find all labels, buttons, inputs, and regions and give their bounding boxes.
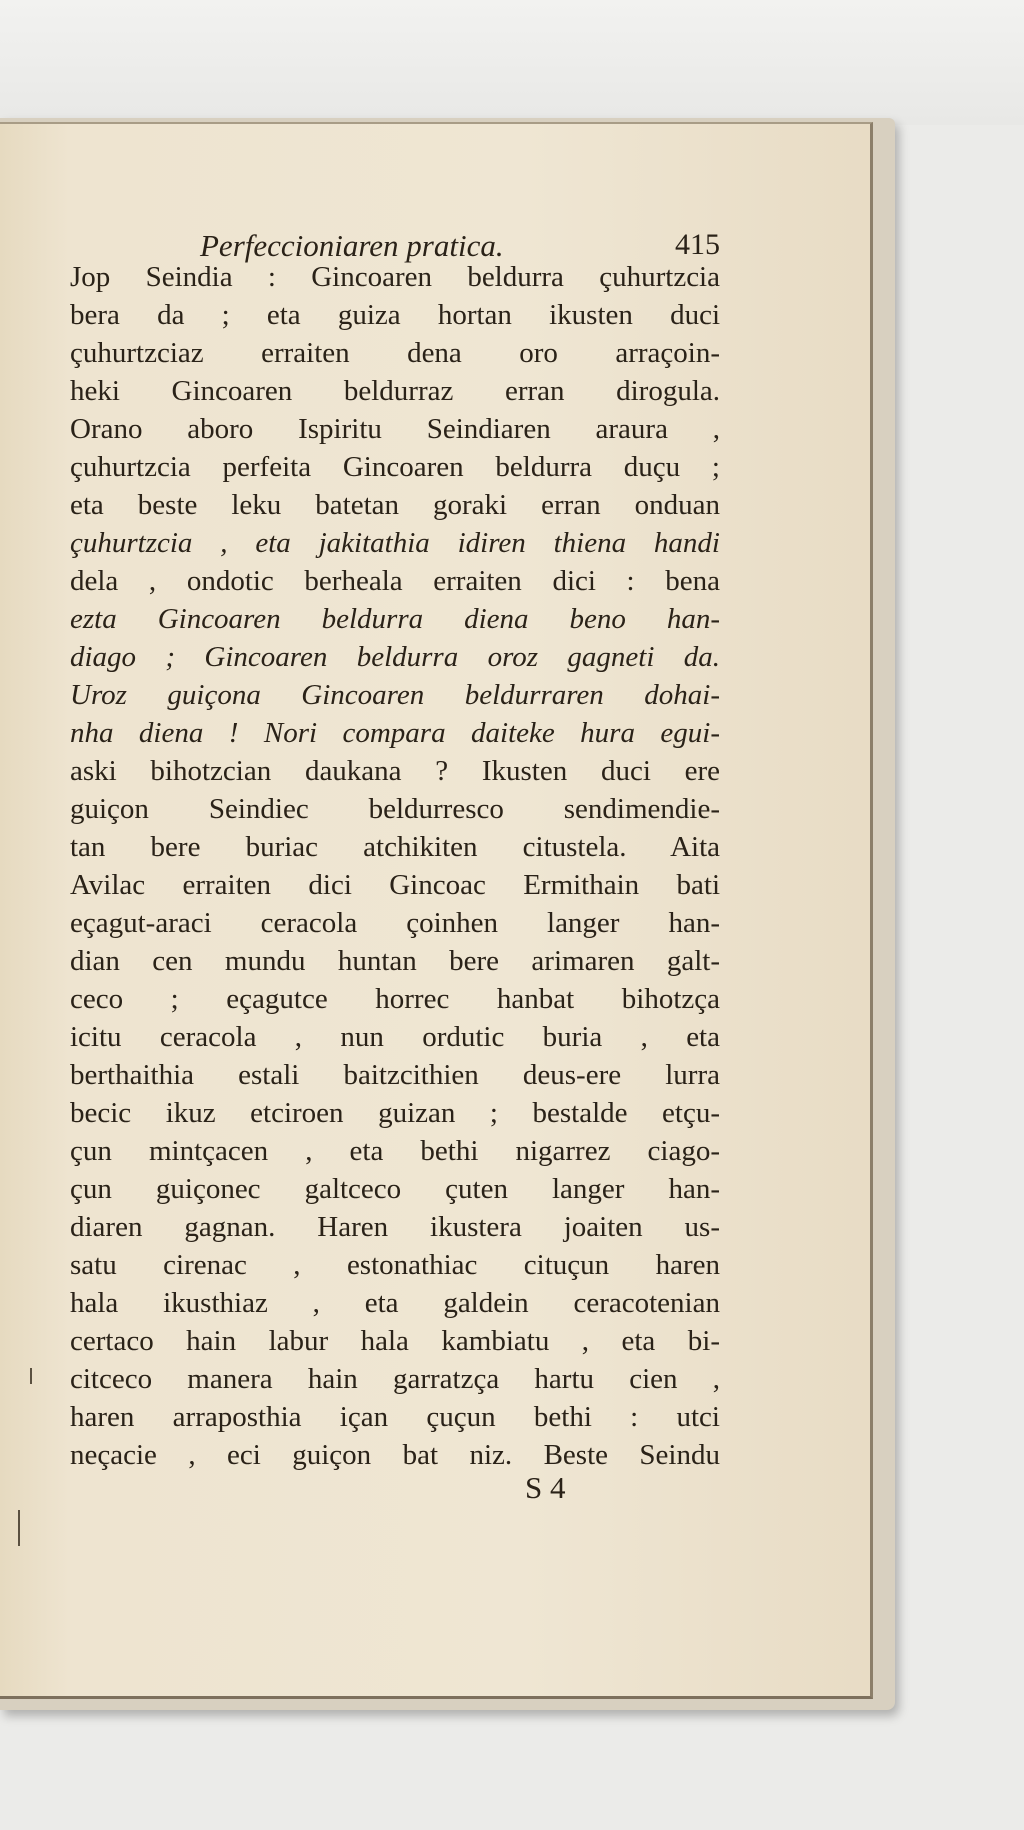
text-line: haren arraposthia içan çuçun bethi : utci — [70, 1401, 720, 1433]
text-line: dela , ondotic berheala erraiten dici : bena — [70, 565, 720, 597]
text-line: guiçon Seindiec beldurresco sendimendie- — [70, 793, 720, 825]
text-line: hala ikusthiaz , eta galdein ceracotenian — [70, 1287, 720, 1319]
text-line: dian cen mundu huntan bere arimaren galt- — [70, 945, 720, 977]
background-top — [0, 0, 1024, 125]
text-line: Uroz guiçona Gincoaren beldurraren dohai- — [70, 679, 720, 711]
margin-mark — [18, 1510, 20, 1546]
text-line: tan bere buriac atchikiten citustela. Aita — [70, 831, 720, 863]
text-line: ezta Gincoaren beldurra diena beno han- — [70, 603, 720, 635]
text-line: citceco manera hain garratzça hartu cien , — [70, 1363, 720, 1395]
text-line: çuhurtzcia perfeita Gincoaren beldurra duçu ; — [70, 451, 720, 483]
text-line: Avilac erraiten dici Gincoac Ermithain bati — [70, 869, 720, 901]
running-title: Perfeccioniaren pratica. — [200, 228, 504, 263]
text-line: heki Gincoaren beldurraz erran dirogula. — [70, 375, 720, 407]
text-line: çun mintçacen , eta bethi nigarrez ciago- — [70, 1135, 720, 1167]
text-line: certaco hain labur hala kambiatu , eta bi- — [70, 1325, 720, 1357]
text-line: bera da ; eta guiza hortan ikusten duci — [70, 299, 720, 331]
text-line: çuhurtzcia , eta jakitathia idiren thiena handi — [70, 527, 720, 559]
text-line: Jop Seindia : Gincoaren beldurra çuhurtzcia — [70, 261, 720, 293]
signature-mark: S 4 — [525, 1470, 566, 1505]
text-line: ceco ; eçagutce horrec hanbat bihotzça — [70, 983, 720, 1015]
text-line: çun guiçonec galtceco çuten langer han- — [70, 1173, 720, 1205]
text-line: aski bihotzcian daukana ? Ikusten duci ere — [70, 755, 720, 787]
text-line: becic ikuz etciroen guizan ; bestalde etçu- — [70, 1097, 720, 1129]
text-line: diaren gagnan. Haren ikustera joaiten us- — [70, 1211, 720, 1243]
text-line: çuhurtzciaz erraiten dena oro arraçoin- — [70, 337, 720, 369]
text-line: nha diena ! Nori compara daiteke hura egui- — [70, 717, 720, 749]
text-line: eta beste leku batetan goraki erran onduan — [70, 489, 720, 521]
text-line: neçacie , eci guiçon bat niz. Beste Seindu — [70, 1439, 720, 1471]
text-line: diago ; Gincoaren beldurra oroz gagneti da. — [70, 641, 720, 673]
text-line: berthaithia estali baitzcithien deus-ere lurra — [70, 1059, 720, 1091]
text-line: satu cirenac , estonathiac cituçun haren — [70, 1249, 720, 1281]
text-line: Orano aboro Ispiritu Seindiaren araura , — [70, 413, 720, 445]
page-number: 415 — [675, 228, 720, 261]
margin-mark — [30, 1368, 32, 1384]
text-line: icitu ceracola , nun ordutic buria , eta — [70, 1021, 720, 1053]
text-line: eçagut-araci ceracola çoinhen langer han- — [70, 907, 720, 939]
